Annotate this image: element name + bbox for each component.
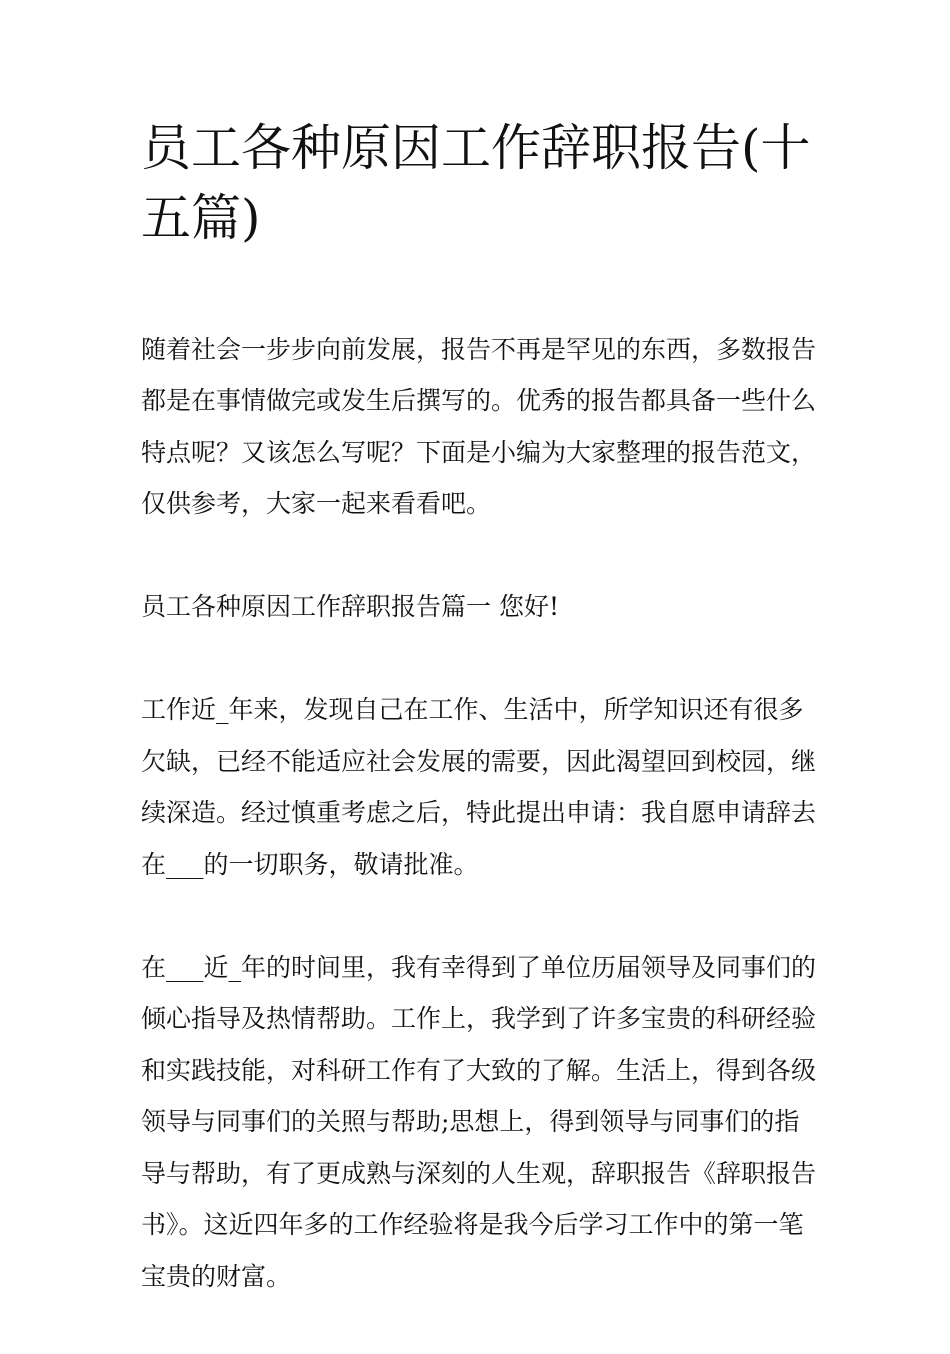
paragraph-reason: 工作近_年来，发现自己在工作、生活中，所学知识还有很多欠缺，已经不能适应社会发展的需要，因此渴望回到校园，继续深造。经过慎重考虑之后，特此提出申请：我自愿申请辞去在___的一切职务，敬请批准。: [141, 695, 817, 879]
paragraph-section-heading: 员工各种原因工作辞职报告篇一 您好!: [141, 592, 559, 621]
paragraph-gratitude: 在___近_年的时间里，我有幸得到了单位历届领导及同事们的倾心指导及热情帮助。工作上，我学到了许多宝贵的科研经验和实践技能，对科研工作有了大致的了解。生活上，得到各级领导与同事们的关照与帮助;思想上，得到领导与同事们的指导与帮助，有了更成熟与深刻的人生观，辞职报告《辞职报告书》。这近四年多的工作经验将是我今后学习工作中的第一笔宝贵的财富。: [141, 952, 817, 1291]
document-body: [141, 272, 816, 1354]
paragraph-intro: 随着社会一步步向前发展，报告不再是罕见的东西，多数报告都是在事情做完或发生后撰写的。优秀的报告都具备一些什么特点呢？又该怎么写呢？下面是小编为大家整理的报告范文，仅供参考，大家一起来看看吧。: [141, 334, 817, 518]
document-title: 员工各种原因工作辞职报告(十五篇): [141, 119, 811, 247]
